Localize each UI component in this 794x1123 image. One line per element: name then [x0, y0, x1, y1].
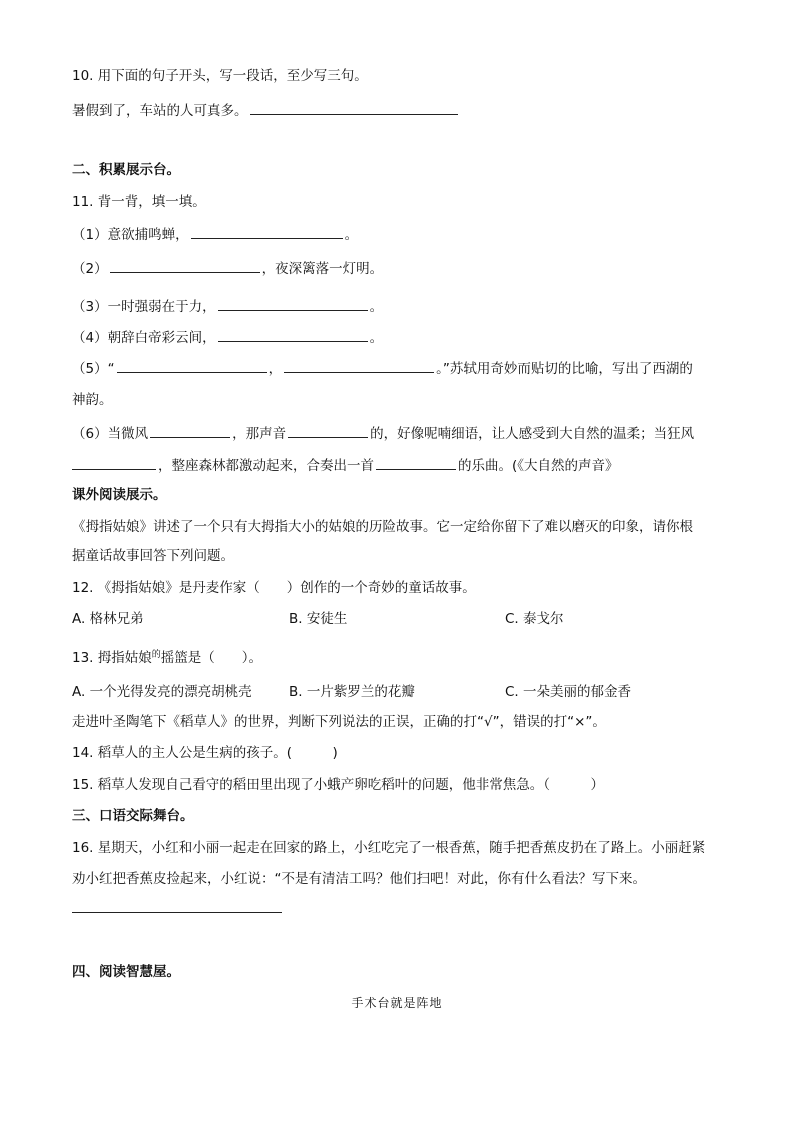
- section3-heading: 三、口语交际舞台。: [72, 808, 194, 824]
- q13-prompt-superscript: 的: [151, 650, 161, 660]
- q13-option-a[interactable]: A. 一个光得发亮的漂亮胡桃壳: [72, 684, 252, 700]
- item-text: ，那声音: [232, 426, 287, 442]
- q12-option-c[interactable]: C. 泰戈尔: [505, 611, 564, 627]
- item-text: 一时强弱在于力，: [107, 299, 216, 315]
- q10-starter: 暑假到了，车站的人可真多。: [72, 103, 248, 119]
- q15-prompt: 15. 稻草人发现自己看守的稻田里出现了小蛾产卵吃稻叶的问题，他非常焦急。（ ）: [72, 777, 605, 793]
- q16-line-2: 劝小红把香蕉皮捡起来，小红说：“不是有清洁工吗？他们扫吧！对此，你有什么看法？写下来。: [72, 871, 646, 887]
- item-text: 朝辞白帝彩云间，: [107, 330, 216, 346]
- section4-heading: 四、阅读智慧屋。: [72, 964, 180, 980]
- extra-reading-intro-1: 《拇指姑娘》讲述了一个只有大拇指大小的姑娘的历险故事。它一定给你留下了难以磨灭的印象，请你根: [72, 519, 693, 535]
- q11-item4-blank[interactable]: [218, 327, 368, 342]
- q14-prompt: 14. 稻草人的主人公是生病的孩子。( ): [72, 745, 338, 761]
- extra-reading-intro-2: 据童话故事回答下列问题。: [72, 548, 234, 564]
- q13-prompt-text-end: 摇篮是（ ）。: [160, 650, 263, 666]
- q10-answer-line: [72, 100, 460, 121]
- q13-prompt-text: 13. 拇指姑娘: [72, 650, 152, 666]
- q13-prompt: [72, 648, 262, 670]
- q11-item5-blank-a[interactable]: [117, 358, 267, 373]
- q11-prompt: 11. 背一背，填一填。: [72, 194, 206, 210]
- item-text: ，夜深篱落一灯明。: [261, 261, 384, 277]
- q11-item6-continuation: [72, 455, 619, 476]
- item-number: （4）: [72, 330, 108, 346]
- q13-option-c[interactable]: C. 一朵美丽的郁金香: [505, 684, 632, 700]
- item-text: 。”苏轼用奇妙而贴切的比喻，写出了西湖的: [436, 361, 693, 377]
- q11-item6: [72, 423, 694, 444]
- item-text: ，整座森林都激动起来，合奏出一首: [158, 458, 374, 474]
- q11-item6-blank-a[interactable]: [150, 423, 230, 438]
- q10-blank[interactable]: [250, 100, 458, 115]
- q11-item6-blank-c[interactable]: [72, 455, 156, 470]
- item-comma: ，: [268, 361, 283, 377]
- q10-prompt: 10. 用下面的句子开头，写一段话，至少写三句。: [72, 68, 368, 84]
- q11-item3: [72, 296, 383, 317]
- item-quote-open: “: [107, 361, 115, 377]
- item-end: 。: [344, 227, 359, 243]
- item-text: 当微风: [107, 426, 149, 442]
- item-text: 意欲捕鸣蝉，: [107, 227, 189, 243]
- q11-item4: [72, 327, 383, 348]
- q13-option-b[interactable]: B. 一片紫罗兰的花瓣: [289, 684, 415, 700]
- section2-heading: 二、积累展示台。: [72, 162, 180, 178]
- q11-item1-blank[interactable]: [191, 224, 343, 239]
- q12-option-a[interactable]: A. 格林兄弟: [72, 611, 144, 627]
- item-number: （3）: [72, 299, 108, 315]
- extra-reading-heading: 课外阅读展示。: [72, 487, 167, 503]
- item-text: 的乐曲。(《大自然的声音》: [458, 458, 619, 474]
- judge-intro: 走进叶圣陶笔下《稻草人》的世界，判断下列说法的正误，正确的打“√”，错误的打“×”。: [72, 714, 606, 730]
- item-number: （1）: [72, 227, 108, 243]
- item-end: 。: [369, 299, 384, 315]
- article-title: 手术台就是阵地: [351, 996, 443, 1010]
- item-number: （6）: [72, 426, 108, 442]
- q11-item2: [72, 258, 383, 279]
- q11-item2-blank[interactable]: [110, 258, 260, 273]
- q12-prompt: 12. 《拇指姑娘》是丹麦作家（ ）创作的一个奇妙的童话故事。: [72, 580, 476, 596]
- q16-answer-line[interactable]: [72, 912, 282, 913]
- item-number: （5）: [72, 361, 108, 377]
- q12-option-b[interactable]: B. 安徒生: [289, 611, 348, 627]
- item-text: 的，好像呢喃细语，让人感受到大自然的温柔；当狂风: [370, 426, 695, 442]
- q11-item6-blank-b[interactable]: [288, 423, 368, 438]
- q11-item5: [72, 358, 693, 379]
- q11-item1: [72, 224, 358, 245]
- q11-item3-blank[interactable]: [218, 296, 368, 311]
- q11-item6-blank-d[interactable]: [376, 455, 456, 470]
- q11-item5-blank-b[interactable]: [284, 358, 434, 373]
- item-end: 。: [369, 330, 384, 346]
- item-number: （2）: [72, 261, 108, 277]
- q11-item5-continuation: 神韵。: [72, 392, 113, 408]
- q16-line-1: 16. 星期天，小红和小丽一起走在回家的路上，小红吃完了一根香蕉，随手把香蕉皮扔在了路上。小丽赶紧: [72, 840, 706, 856]
